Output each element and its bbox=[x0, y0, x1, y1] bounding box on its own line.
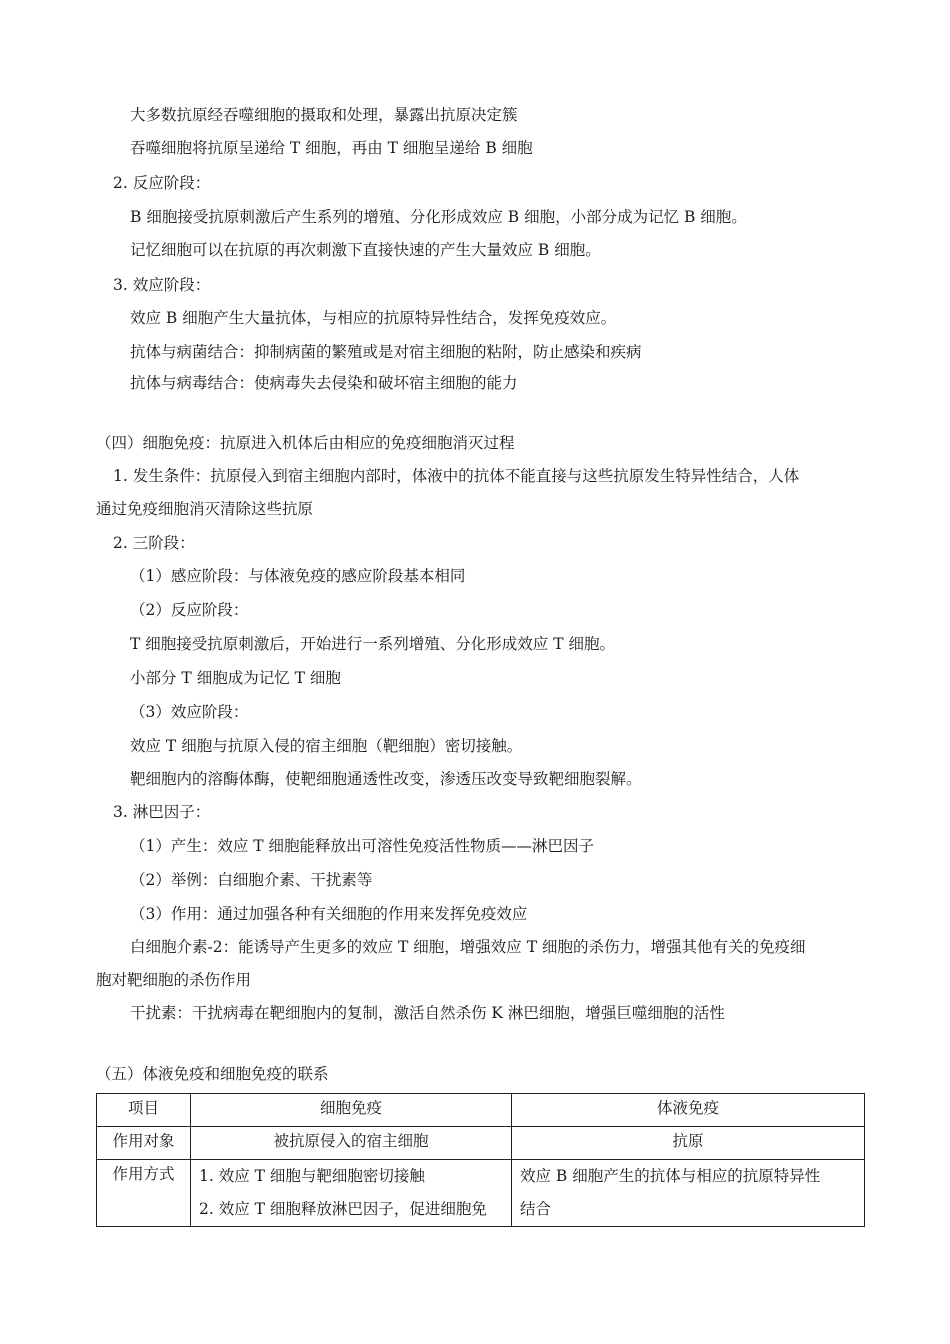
line-16: 小部分 T 细胞成为记忆 T 细胞 bbox=[130, 669, 341, 687]
line-20: 3. 淋巴因子： bbox=[113, 803, 211, 821]
line-1: 吞噬细胞将抗原呈递给 T 细胞，再由 T 细胞呈递给 B 细胞 bbox=[130, 139, 533, 157]
line-21: （1）产生：效应 T 细胞能释放出可溶性免疫活性物质——淋巴因子 bbox=[130, 837, 595, 855]
humoral-target: 抗原 bbox=[512, 1127, 865, 1160]
header-cellular: 细胞免疫 bbox=[191, 1094, 512, 1127]
line-23: （3）作用：通过加强各种有关细胞的作用来发挥免疫效应 bbox=[130, 905, 528, 923]
line-3: B 细胞接受抗原刺激后产生系列的增殖、分化形成效应 B 细胞，小部分成为记忆 B 细胞。 bbox=[130, 208, 747, 226]
humoral-mode-line: 效应 B 细胞产生的抗体与相应的抗原特异性 bbox=[520, 1167, 821, 1185]
row-label-target: 作用对象 bbox=[97, 1127, 191, 1160]
line-2: 2. 反应阶段： bbox=[113, 174, 211, 192]
line-22: （2）举例：白细胞介素、干扰素等 bbox=[130, 871, 373, 889]
cellular-target: 被抗原侵入的宿主细胞 bbox=[191, 1127, 512, 1160]
line-0: 大多数抗原经吞噬细胞的摄取和处理，暴露出抗原决定簇 bbox=[130, 106, 518, 124]
header-item: 项目 bbox=[97, 1094, 191, 1127]
line-17: （3）效应阶段： bbox=[130, 703, 249, 721]
table-header-row bbox=[97, 1094, 865, 1127]
cellular-mode-line: 1. 效应 T 细胞与靶细胞密切接触 bbox=[199, 1167, 425, 1185]
line-14: （2）反应阶段： bbox=[130, 601, 249, 619]
line-18: 效应 T 细胞与抗原入侵的宿主细胞（靶细胞）密切接触。 bbox=[130, 737, 523, 755]
cellular-mode bbox=[191, 1160, 512, 1227]
row-label-mode: 作用方式 bbox=[97, 1160, 191, 1227]
table-row bbox=[97, 1160, 865, 1227]
humoral-mode-line: 结合 bbox=[520, 1200, 552, 1218]
line-12: 2. 三阶段： bbox=[113, 534, 195, 552]
section-heading-5: （五）体液免疫和细胞免疫的联系 bbox=[96, 1065, 329, 1083]
line-26: 干扰素：干扰病毒在靶细胞内的复制，激活自然杀伤 K 淋巴细胞，增强巨噬细胞的活性 bbox=[130, 1004, 725, 1022]
comparison-table bbox=[96, 1093, 865, 1227]
line-11: 通过免疫细胞消灭清除这些抗原 bbox=[96, 500, 314, 518]
line-8: 抗体与病毒结合：使病毒失去侵染和破坏宿主细胞的能力 bbox=[130, 374, 518, 392]
line-15: T 细胞接受抗原刺激后，开始进行一系列增殖、分化形成效应 T 细胞。 bbox=[130, 635, 615, 653]
cellular-mode-line: 2. 效应 T 细胞释放淋巴因子，促进细胞免 bbox=[199, 1200, 487, 1218]
line-7: 抗体与病菌结合：抑制病菌的繁殖或是对宿主细胞的粘附，防止感染和疾病 bbox=[130, 343, 642, 361]
line-19: 靶细胞内的溶酶体酶，使靶细胞通透性改变，渗透压改变导致靶细胞裂解。 bbox=[130, 770, 642, 788]
line-4: 记忆细胞可以在抗原的再次刺激下直接快速的产生大量效应 B 细胞。 bbox=[130, 241, 601, 259]
section-heading-4: （四）细胞免疫：抗原进入机体后由相应的免疫细胞消灭过程 bbox=[96, 434, 515, 452]
header-humoral: 体液免疫 bbox=[512, 1094, 865, 1127]
line-13: （1）感应阶段：与体液免疫的感应阶段基本相同 bbox=[130, 567, 466, 585]
humoral-mode bbox=[512, 1160, 865, 1227]
line-6: 效应 B 细胞产生大量抗体，与相应的抗原特异性结合，发挥免疫效应。 bbox=[130, 309, 617, 327]
line-5: 3. 效应阶段： bbox=[113, 276, 211, 294]
line-25: 胞对靶细胞的杀伤作用 bbox=[96, 971, 252, 989]
line-10: 1. 发生条件：抗原侵入到宿主细胞内部时，体液中的抗体不能直接与这些抗原发生特异性结合，人体 bbox=[113, 467, 800, 485]
table-row bbox=[97, 1127, 865, 1160]
line-24: 白细胞介素-2：能诱导产生更多的效应 T 细胞，增强效应 T 细胞的杀伤力，增强其他有关的免疫细 bbox=[130, 938, 806, 956]
